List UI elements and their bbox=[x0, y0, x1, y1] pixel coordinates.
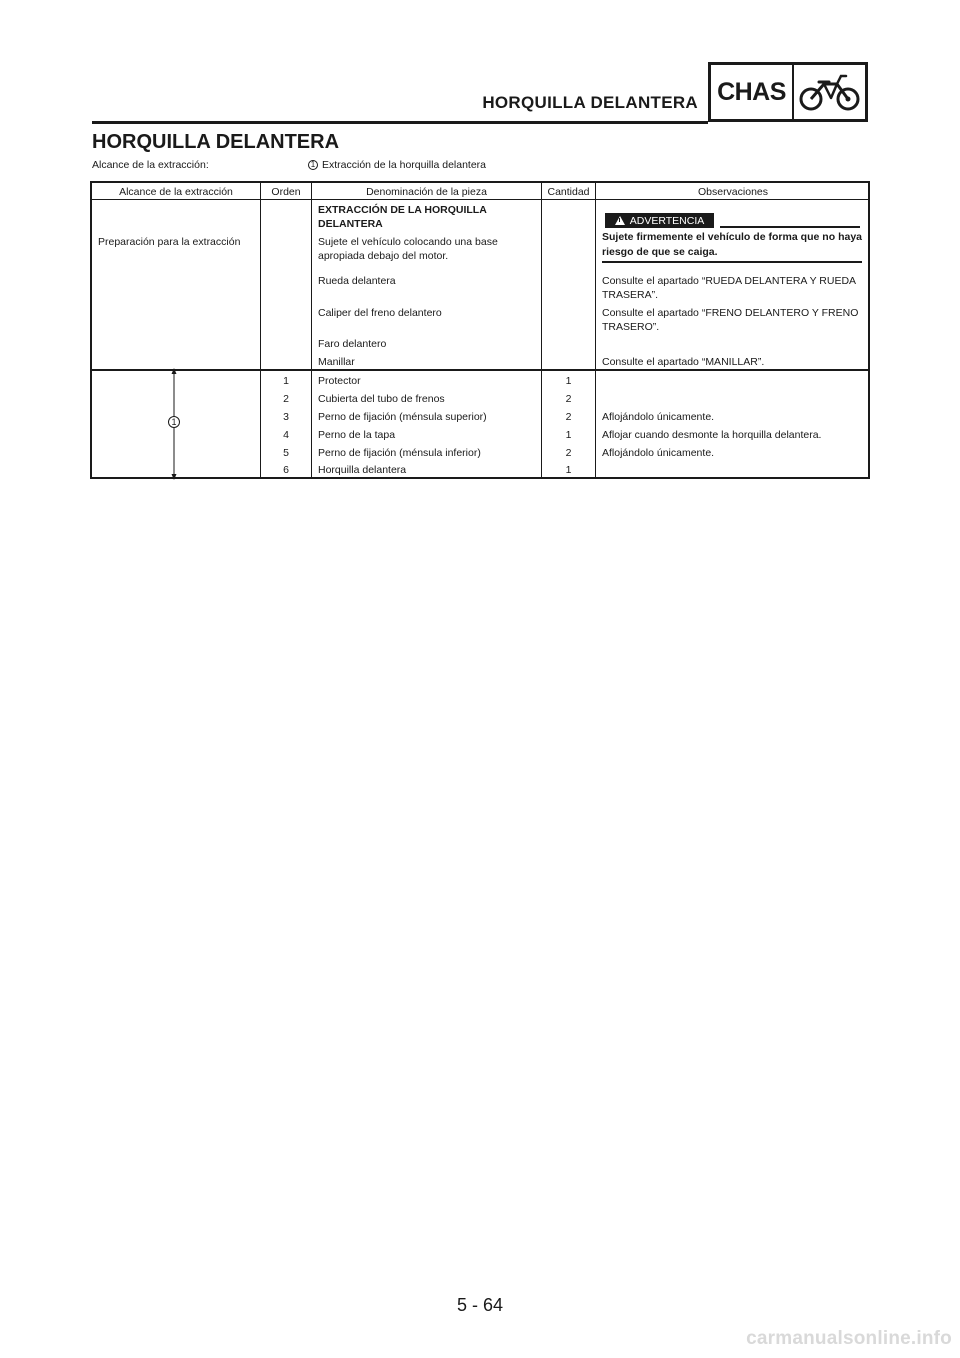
prep-heading: EXTRACCIÓN DE LA HORQUILLA DELANTERA bbox=[318, 204, 487, 230]
header-scope: Alcance de la extracción bbox=[119, 186, 233, 198]
header-notes: Observaciones bbox=[697, 186, 769, 198]
chapter-badge-text: CHAS bbox=[711, 65, 794, 119]
row-part: Cubierta del tubo de frenos bbox=[318, 393, 445, 405]
header-rule bbox=[92, 121, 708, 124]
row-part: Protector bbox=[318, 375, 361, 387]
motorcycle-icon bbox=[794, 65, 865, 119]
row-qty: 2 bbox=[565, 411, 572, 423]
header-part: Denominación de la pieza bbox=[366, 186, 487, 198]
warning-badge bbox=[605, 213, 714, 228]
header-order: Orden bbox=[271, 186, 301, 198]
row-order: 5 bbox=[283, 447, 289, 459]
prep-item-part: Manillar bbox=[318, 356, 355, 368]
warning-label: ADVERTENCIA bbox=[629, 214, 705, 227]
row-notes: Aflojándolo únicamente. bbox=[602, 411, 715, 423]
header-divider bbox=[92, 199, 868, 200]
row-qty: 1 bbox=[565, 429, 572, 441]
header-qty: Cantidad bbox=[547, 186, 590, 198]
row-order: 6 bbox=[283, 464, 289, 476]
row-part: Perno de la tapa bbox=[318, 429, 396, 441]
watermark: carmanualsonline.info bbox=[746, 1328, 952, 1349]
prep-item-part: Faro delantero bbox=[318, 338, 387, 350]
row-notes: Aflojar cuando desmonte la horquilla delantera. bbox=[602, 429, 822, 441]
prep-item-part: Sujete el vehículo colocando una base apropiada debajo del motor. bbox=[318, 236, 498, 262]
row-order: 3 bbox=[283, 411, 289, 423]
col-divider bbox=[595, 183, 596, 477]
prep-item-notes: Consulte el apartado “FRENO DELANTERO Y FRENO TRASERO”. bbox=[602, 307, 859, 333]
row-qty: 1 bbox=[565, 375, 572, 387]
row-qty: 2 bbox=[565, 447, 572, 459]
prep-item-notes: Consulte el apartado “RUEDA DELANTERA Y RUEDA TRASERA”. bbox=[602, 275, 856, 301]
row-notes: Aflojándolo únicamente. bbox=[602, 447, 715, 459]
prep-item-notes: Consulte el apartado “MANILLAR”. bbox=[602, 356, 765, 368]
row-order: 4 bbox=[283, 429, 289, 441]
row-order: 2 bbox=[283, 393, 289, 405]
warning-icon bbox=[615, 216, 625, 225]
row-qty: 1 bbox=[565, 464, 572, 476]
page-number: 5 - 64 bbox=[456, 1295, 504, 1315]
warning-text: Sujete firmemente el vehículo de forma que no haya riesgo de que se caiga. bbox=[602, 231, 862, 258]
row-part: Perno de fijación (ménsula superior) bbox=[318, 411, 487, 423]
scope-label: Alcance de la extracción: bbox=[92, 159, 209, 171]
prep-scope: Preparación para la extracción bbox=[98, 236, 241, 248]
range-marker: 1 bbox=[168, 416, 180, 428]
col-divider bbox=[311, 183, 312, 477]
prep-item-part: Rueda delantera bbox=[318, 275, 396, 287]
removal-table bbox=[90, 181, 870, 479]
prep-item-part: Caliper del freno delantero bbox=[318, 307, 442, 319]
section-divider bbox=[92, 369, 868, 371]
page-title: HORQUILLA DELANTERA bbox=[92, 131, 340, 153]
row-part: Perno de fijación (ménsula inferior) bbox=[318, 447, 481, 459]
scope-value bbox=[308, 159, 486, 171]
warning-rule-top bbox=[720, 226, 860, 228]
row-qty: 2 bbox=[565, 393, 572, 405]
section-header-title: HORQUILLA DELANTERA bbox=[482, 93, 698, 112]
row-order: 1 bbox=[283, 375, 289, 387]
scope-marker: 1 bbox=[308, 160, 318, 170]
warning-rule-bottom bbox=[602, 261, 862, 263]
row-part: Horquilla delantera bbox=[318, 464, 407, 476]
chapter-badge bbox=[708, 62, 868, 122]
scope-value-text: Extracción de la horquilla delantera bbox=[322, 159, 487, 171]
